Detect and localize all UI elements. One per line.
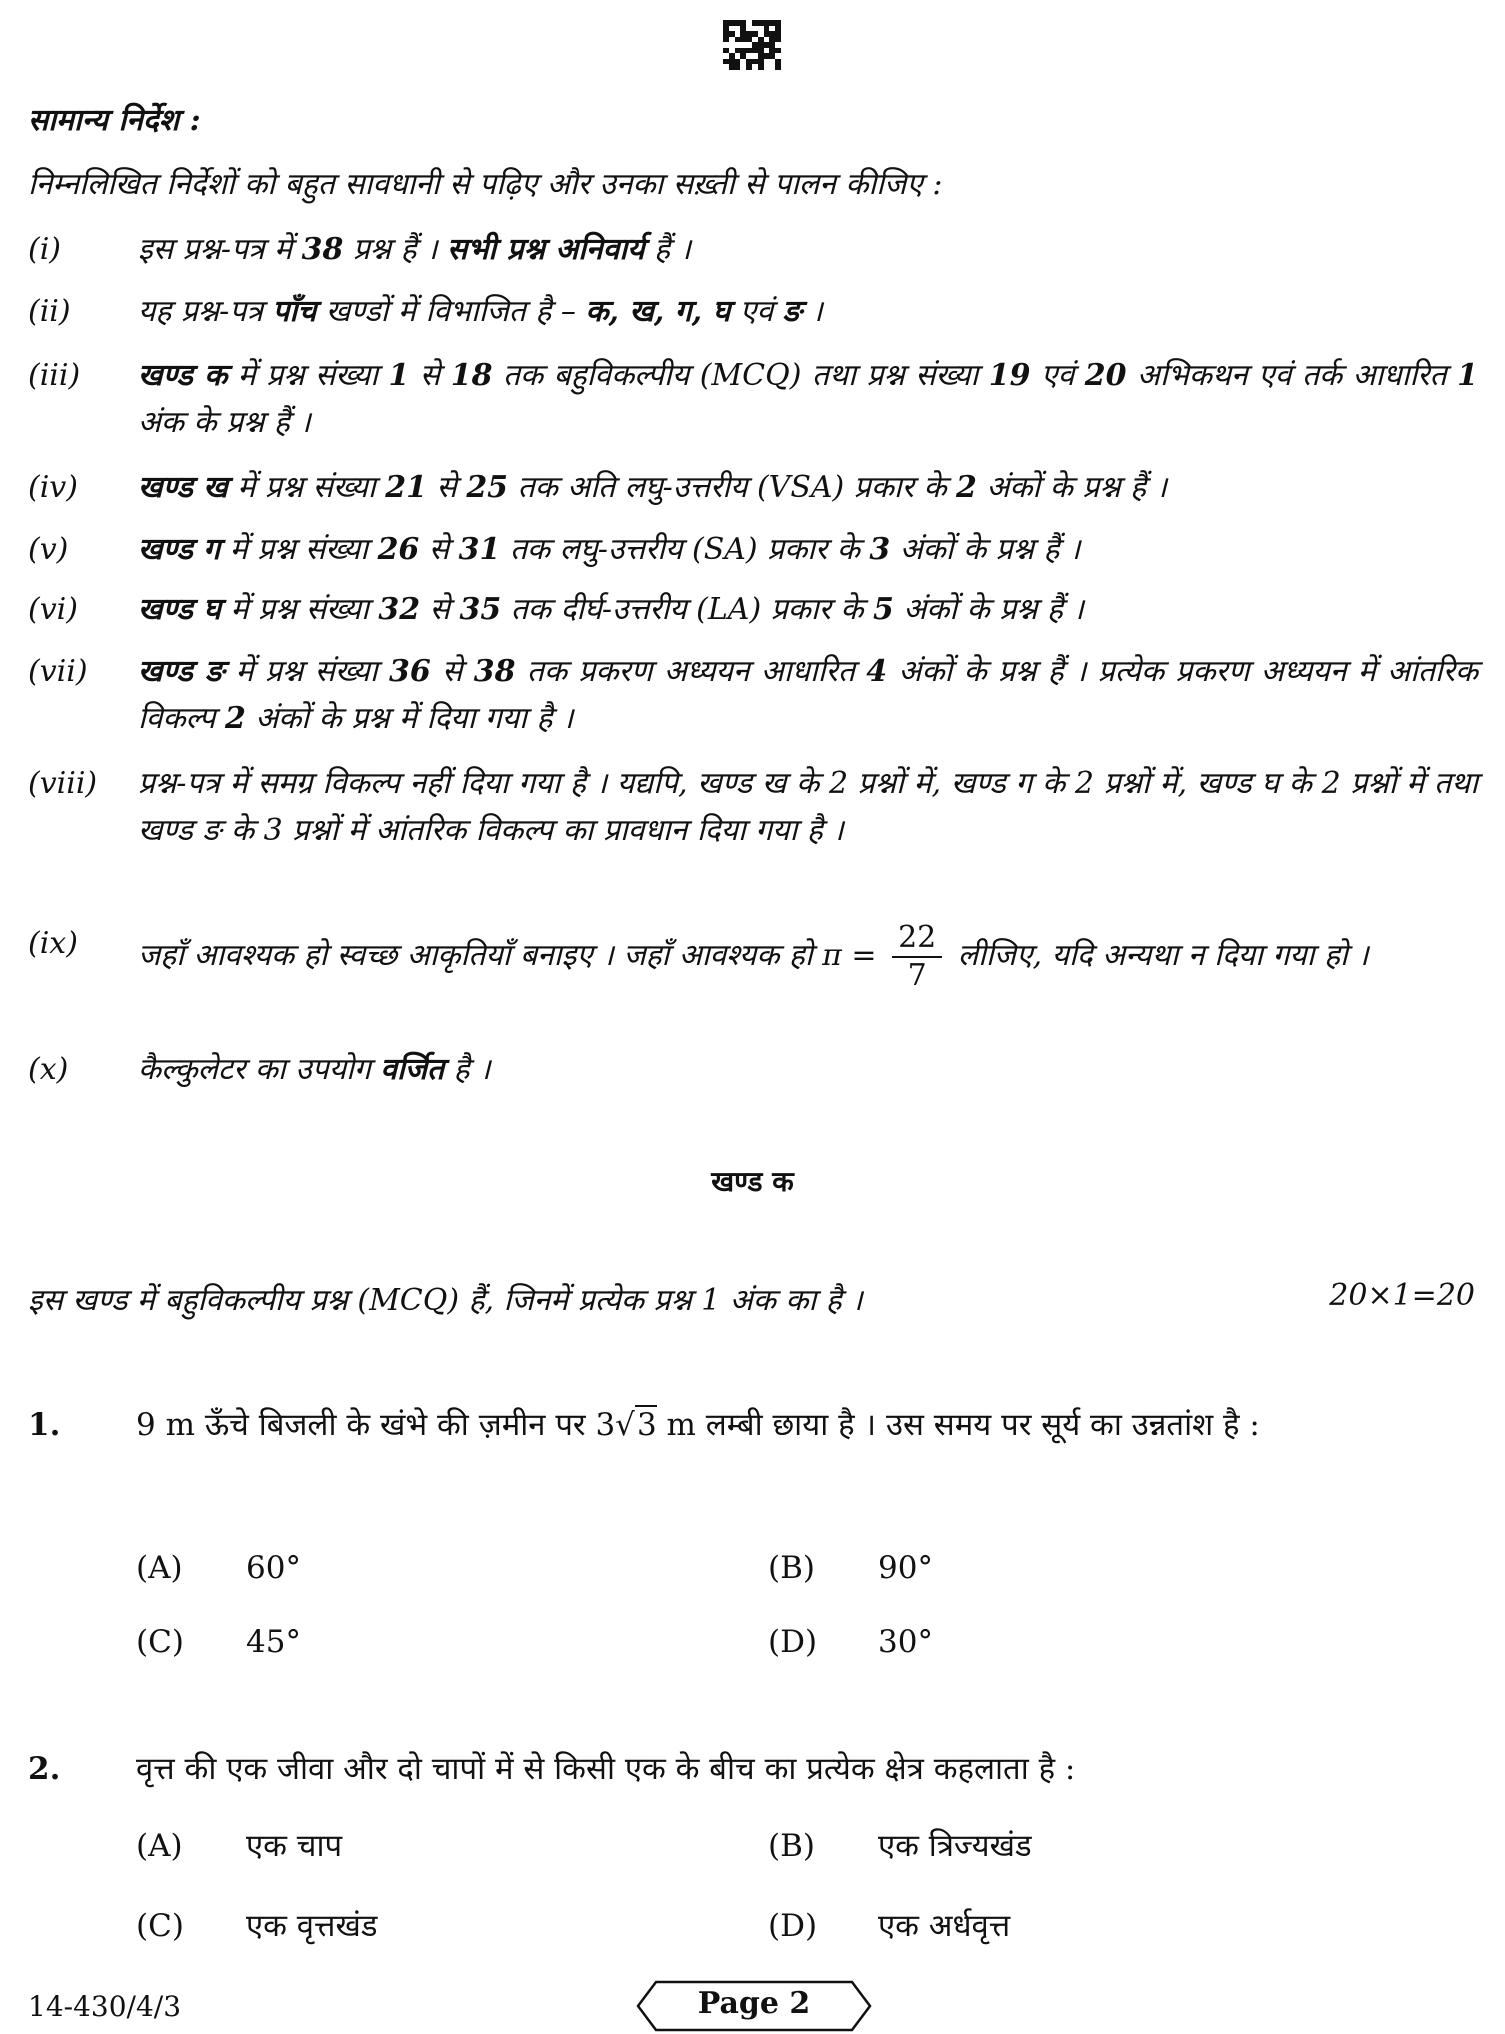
question-text: 9 m ऊँचे बिजली के खंभे की ज़मीन पर 3√3 m लम्बी छाया है । उस समय पर सूर्य का उन्नतांश है : [136,1407,1260,1443]
instruction-text: यह प्रश्न-पत्र पाँच खण्डों में विभाजित है – क, ख, ग, घ एवं ङ । [138,294,823,329]
option-d[interactable]: (D) एक अर्धवृत्त [768,1908,1011,1944]
option-c[interactable]: (C) एक वृत्तखंड [136,1908,378,1944]
general-instructions-title: सामान्य निर्देश : [28,103,201,138]
instruction-number: (iii) [28,358,81,393]
question-text: वृत्त की एक जीवा और दो चापों में से किसी एक के बीच का प्रत्येक क्षेत्र कहलाता है : [136,1751,1076,1787]
instruction-text: खण्ड ख में प्रश्न संख्या 21 से 25 तक अति लघु-उत्तरीय (VSA) प्रकार के 2 अंकों के प्रश्न हैं । [138,470,1167,505]
instruction-text: खण्ड घ में प्रश्न संख्या 32 से 35 तक दीर्घ-उत्तरीय (LA) प्रकार के 5 अंकों के प्रश्न हैं । [138,592,1084,627]
instruction-text: खण्ड ग में प्रश्न संख्या 26 से 31 तक लघु-उत्तरीय (SA) प्रकार के 3 अंकों के प्रश्न हैं । [138,532,1081,567]
instruction-number: (ix) [28,926,78,961]
instruction-number: (i) [28,232,62,267]
option-b[interactable]: (B) 90° [768,1550,933,1586]
instruction-number: (viii) [28,766,98,801]
paper-code: 14-430/4/3 [28,1990,182,2023]
general-instructions-intro: निम्नलिखित निर्देशों को बहुत सावधानी से पढ़िए और उनका सख़्ती से पालन कीजिए : [28,167,943,202]
instruction-text: इस प्रश्न-पत्र में 38 प्रश्न हैं । सभी प्रश्न अनिवार्य हैं । [138,232,691,267]
instruction-number: (v) [28,532,69,567]
section-marks: 20×1=20 [1329,1278,1475,1313]
instruction-text: जहाँ आवश्यक हो स्वच्छ आकृतियाँ बनाइए । जहाँ आवश्यक हो π = $\frac{22}{7}$ लीजिए, यदि अन्यथा न दिया गया हो । [138,920,1369,993]
pi-fraction: $\frac{22}{7}$ [892,920,942,994]
option-d[interactable]: (D) 30° [768,1624,933,1660]
option-b[interactable]: (B) एक त्रिज्यखंड [768,1828,1032,1864]
instruction-number: (vi) [28,592,78,627]
instruction-number: (iv) [28,470,78,505]
option-c[interactable]: (C) 45° [136,1624,301,1660]
page-number: Page 2 [697,1986,811,2021]
page-number-badge [636,1980,872,2032]
instruction-text: खण्ड क में प्रश्न संख्या 1 से 18 तक बहुविकल्पीय (MCQ) तथा प्रश्न संख्या 19 एवं 20 अभिकथन एवं तर्क आधारित 1 अंक के प्रश्न हैं । [138,358,1478,440]
option-a[interactable]: (A) 60° [136,1550,301,1586]
instruction-text: खण्ड ङ में प्रश्न संख्या 36 से 38 तक प्रकरण अध्ययन आधारित 4 अंकों के प्रश्न हैं । प्रत्येक प्रकरण अध्ययन में आंतरिक विकल्प 2 अंकों के प्रश्न में दिया गया है । [138,654,1479,736]
question-number: 2. [28,1751,61,1787]
instruction-text: प्रश्न-पत्र में समग्र विकल्प नहीं दिया गया है । यद्यपि, खण्ड ख के 2 प्रश्नों में, खण्ड ग के 2 प्रश्नों में, खण्ड घ के 2 प्रश्नों में तथा खण्ड ङ के 3 प्रश्नों में आंतरिक विकल्प का प्रावधान दिया गया है । [138,766,1478,848]
question-number: 1. [28,1407,61,1443]
instruction-number: (x) [28,1052,69,1087]
instruction-text: कैल्कुलेटर का उपयोग वर्जित है । [138,1052,491,1087]
section-intro: इस खण्ड में बहुविकल्पीय प्रश्न (MCQ) हैं, जिनमें प्रत्येक प्रश्न 1 अंक का है । [28,1283,863,1318]
option-a[interactable]: (A) एक चाप [136,1828,343,1864]
instruction-number: (ii) [28,294,71,329]
instruction-number: (vii) [28,654,88,689]
qr-code-icon [723,20,781,70]
section-title: खण्ड क [711,1165,794,1198]
